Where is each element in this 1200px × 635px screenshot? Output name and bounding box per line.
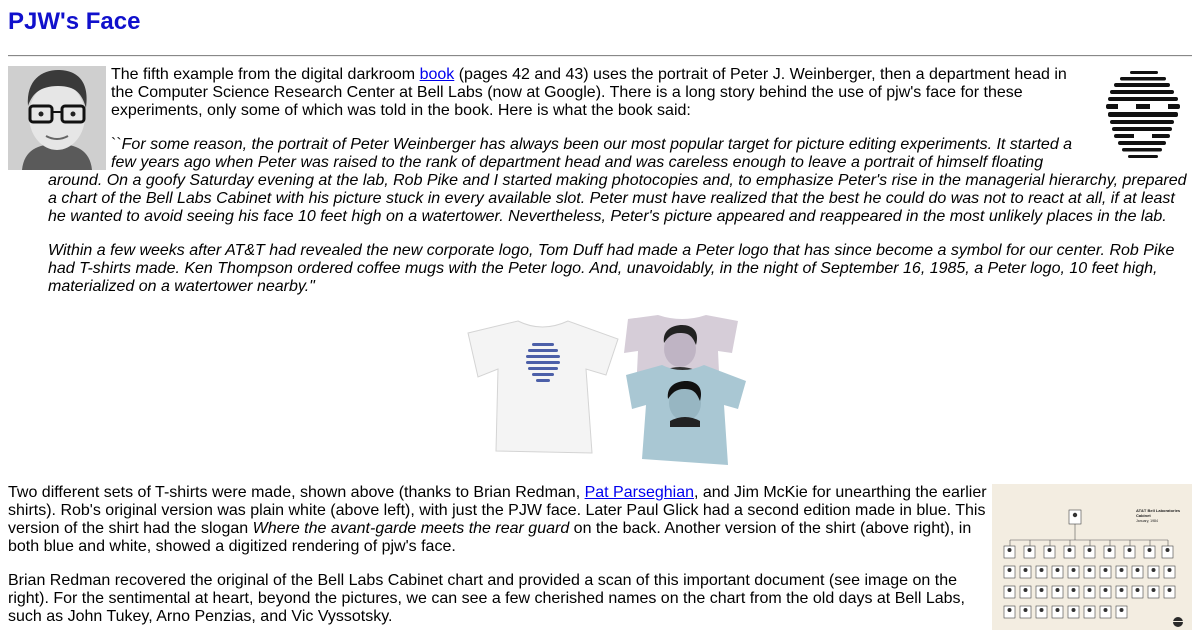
shirt-slogan: Where the avant-garde meets the rear guard [252,520,570,537]
cabinet-chart-paragraph: Brian Redman recovered the original of the Bell Labs Cabinet chart and provided a scan of this important document (see image on the right). For the sentimental at heart, beyond the pictures, we can see a few cherished names on the chart from the old days at Bell Labs, such as John Tukey, Arno Penzias, and Vic Vyssotsky. [8,572,965,625]
cabinet-chart-drawing [992,484,1192,630]
cabinet-chart-image [992,484,1192,630]
page [8,0,1192,630]
intro-text-end: (pages 42 and 43) uses the portrait of Peter J. Weinberger, then a department head in the Computer Science Research Center at Bell Labs (now at Google). There is a long story behind the use of pjw's face for these experiments, only some of which was told in the book. Here is what the book said: [111,66,1067,119]
t-shirts-image [456,313,746,468]
quote-open-mark: `` [111,136,122,153]
quote-second-paragraph: Within a few weeks after AT&T had revealed the new corporate logo, Tom Duff had made a Peter logo that has since become a symbol for our center. Rob Pike had T-shirts made. Ken Thompson ordered coffee mugs with the Peter logo. And, unavoidably, in the night of September 16, 1985, a Peter logo, 10 feet high, materialized on a watertower nearby." [48,242,1175,295]
peter-logo-drawing [1104,68,1182,164]
chart-date: January, 1984 [1136,519,1158,523]
pat-parseghian-link[interactable]: Pat Parseghian [584,484,694,501]
portrait-drawing [8,66,106,170]
quote-first-text: For some reason, the portrait of Peter Weinberger has always been our most popular target for picture editing experiments. It started a few years ago when Peter was raised to the rank of department head and was careless enough to leave a portrait of himself floating [111,136,1073,171]
shirts-text-end: on the back. Another version of the shirt (above right), in both blue and white, showed a digitized rendering of pjw's face. [8,520,972,555]
horizontal-rule [8,55,1192,57]
shirts-text-middle: , and Jim McKie for unearthing the earlier shirts). Rob's original version was plain white (above left), with just the PJW face. Later Paul Glick had a second edition made in blue. This version of the shirt had the slogan [8,484,987,537]
book-link[interactable]: book [419,66,455,83]
pjw-portrait-photo [8,66,106,170]
intro-paragraph [111,66,1086,120]
t-shirts-drawing [456,313,746,468]
t-shirts-paragraph [8,484,990,556]
quote-first-lines [111,136,1086,172]
chart-heading-2: Cabinet [1136,513,1151,518]
shirts-text-start: Two different sets of T-shirts were made, shown above (thanks to Brian Redman, [8,484,585,501]
chart-heading-1: AT&T Bell Laboratories [1136,508,1181,513]
quote-continuation: around. On a goofy Saturday evening at the lab, Rob Pike and I started making photocopies and, to emphasize Peter's rise in the managerial hierarchy, prepared a chart of the Bell Labs Cabinet with his picture stuck in every available slot. Peter must have realized that the best he could do was not to react at all, if at least he wanted to avoid seeing his face 10 feet high on a watertower. Nevertheless, Peter's picture appeared and reappeared in the most unlikely places in the lab. [48,172,1187,225]
intro-text-start: The fifth example from the digital darkroom [111,66,420,83]
peter-logo-image [1104,68,1182,164]
page-title: PJW's Face [8,8,141,35]
